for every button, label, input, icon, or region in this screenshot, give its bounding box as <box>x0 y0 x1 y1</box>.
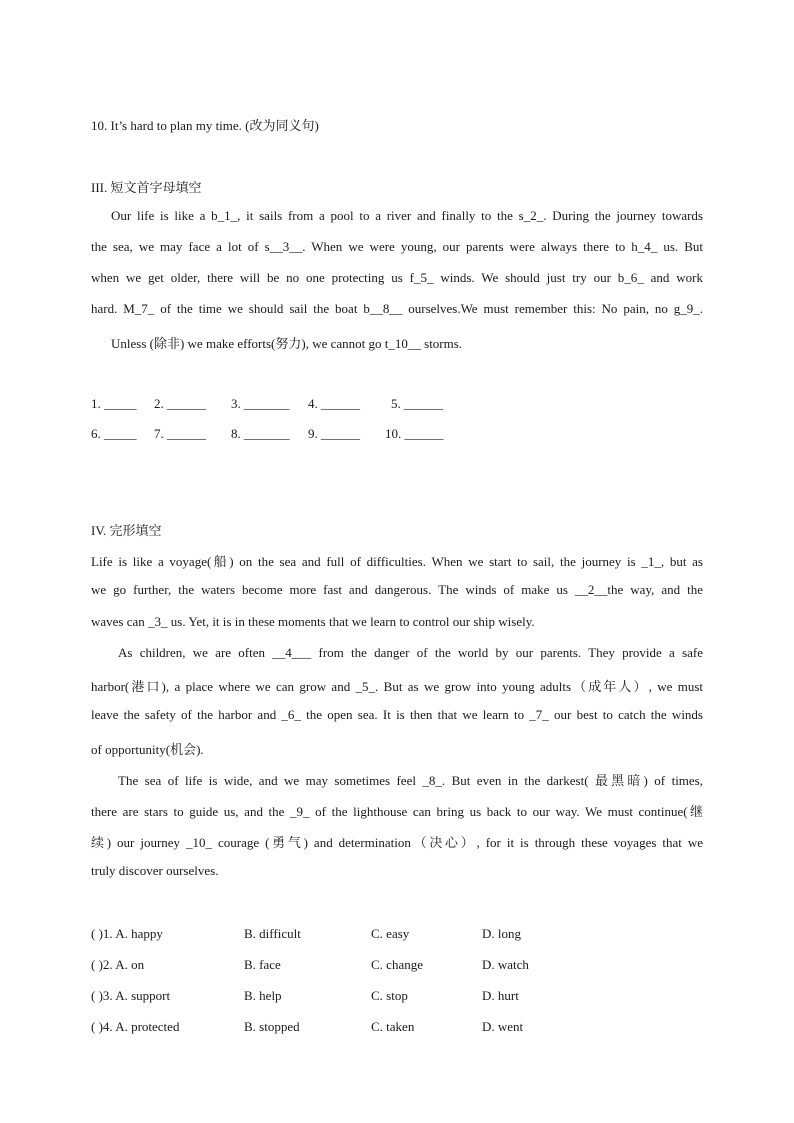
section-4-heading: IV. 完形填空 <box>91 523 162 538</box>
passage-p1-line-2: we go further, the waters become more fast and dangerous. The winds of make us __2__the way, and the <box>91 582 703 597</box>
passage-p3-line-4: truly discover ourselves. <box>91 863 219 878</box>
passage-p3-line-1: The sea of life is wide, and we may sometimes feel _8_. But even in the darkest( 最黑暗) of times, <box>118 773 703 788</box>
section-3-line-4: hard. M_7_ of the time we should sail the boat b__8__ ourselves.We must remember this: No pain, no g_9_. <box>91 301 703 316</box>
passage-p2-line-4: of opportunity(机会). <box>91 742 204 757</box>
choice-d[interactable]: D. hurt <box>482 988 519 1003</box>
choice-row-1 <box>91 926 703 944</box>
passage-p2-line-2: harbor(港口), a place where we can grow and _5_. But as we grow into young adults（成年人）, we must <box>91 679 703 694</box>
choice-row-4 <box>91 1019 703 1037</box>
section-3-line-5: Unless (除非) we make efforts(努力), we cannot go t_10__ storms. <box>111 336 463 351</box>
choice-c[interactable]: C. stop <box>371 988 408 1003</box>
choice-d[interactable]: D. watch <box>482 957 529 972</box>
choice-c[interactable]: C. change <box>371 957 423 972</box>
answer-blank[interactable]: 7. ______ <box>154 426 206 441</box>
answer-blank[interactable]: 4. ______ <box>308 396 360 411</box>
section-3-line-1: Our life is like a b_1_, it sails from a pool to a river and finally to the s_2_. During the journey towards <box>111 208 703 223</box>
answer-blank[interactable]: 5. ______ <box>391 396 443 411</box>
choice-d[interactable]: D. long <box>482 926 521 941</box>
choice-a[interactable]: ( )4. A. protected <box>91 1019 180 1034</box>
passage-p1-line-1: Life is like a voyage(船) on the sea and full of difficulties. When we start to sail, the journey is _1_, but as <box>91 554 703 569</box>
passage-p3-line-2: there are stars to guide us, and the _9_ of the lighthouse can bring us back to our way. We must continue(继 <box>91 804 703 819</box>
answer-blank[interactable]: 1. _____ <box>91 396 137 411</box>
answer-blank[interactable]: 2. ______ <box>154 396 206 411</box>
section-3-line-3: when we get older, there will be no one protecting us f_5_ winds. We should just try our b_6_ and work <box>91 270 703 285</box>
passage-p3-line-3: 续) our journey _10_ courage (勇气) and determination（决心）, for it is through these voyages that we <box>91 835 703 850</box>
choice-a[interactable]: ( )2. A. on <box>91 957 145 972</box>
choice-a[interactable]: ( )1. A. happy <box>91 926 163 941</box>
choice-c[interactable]: C. easy <box>371 926 410 941</box>
choice-d[interactable]: D. went <box>482 1019 524 1034</box>
answer-blank[interactable]: 3. _______ <box>231 396 290 411</box>
passage-p2-line-3: leave the safety of the harbor and _6_ the open sea. It is then that we learn to _7_ our best to catch the winds <box>91 707 703 722</box>
choice-b[interactable]: B. face <box>244 957 281 972</box>
passage-p2-line-1: As children, we are often __4___ from the danger of the world by our parents. They provide a safe <box>118 645 703 660</box>
choice-a[interactable]: ( )3. A. support <box>91 988 171 1003</box>
choice-b[interactable]: B. difficult <box>244 926 301 941</box>
answer-blank[interactable]: 9. ______ <box>308 426 360 441</box>
answer-blank[interactable]: 6. _____ <box>91 426 137 441</box>
answer-blank[interactable]: 10. ______ <box>385 426 444 441</box>
answer-blank[interactable]: 8. _______ <box>231 426 290 441</box>
choice-b[interactable]: B. help <box>244 988 282 1003</box>
passage-p1-line-3: waves can _3_ us. Yet, it is in these moments that we learn to control our ship wisely. <box>91 614 535 629</box>
choice-row-3 <box>91 988 703 1006</box>
choice-row-2 <box>91 957 703 975</box>
section-3-heading: III. 短文首字母填空 <box>91 180 202 195</box>
choice-b[interactable]: B. stopped <box>244 1019 300 1034</box>
choice-c[interactable]: C. taken <box>371 1019 415 1034</box>
section-3-line-2: the sea, we may face a lot of s__3__. When we were young, our parents were always there to h_4_ us. But <box>91 239 703 254</box>
question-10: 10. It’s hard to plan my time. (改为同义句) <box>91 118 319 133</box>
